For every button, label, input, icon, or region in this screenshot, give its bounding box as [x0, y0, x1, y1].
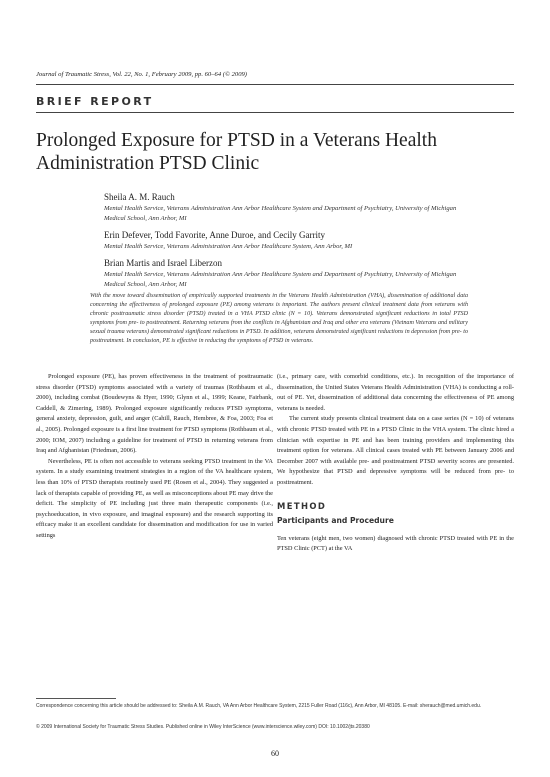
section-label: BRIEF REPORT	[36, 95, 154, 108]
journal-citation: Journal of Traumatic Stress, Vol. 22, No. 1, February 2009, pp. 60–64 (© 2009)	[36, 71, 247, 78]
author-group-2: Erin Defever, Todd Favorite, Anne Duroe, and Cecily Garrity	[104, 230, 326, 240]
header-rule-top	[36, 84, 514, 85]
copyright-line: © 2009 International Society for Traumatic Stress Studies. Published online in Wiley InterScience (www.interscience.wiley.com) DOI: 10.1002/jts.20380	[36, 724, 370, 730]
method-heading: METHOD	[277, 500, 327, 511]
page-number: 60	[271, 749, 279, 758]
body-paragraph: Prolonged exposure (PE), has proven effectiveness in the treatment of posttraumatic stress disorder (PTSD) symptoms associated with a variety of traumas (Rothbaum et al., 2000), including combat (Boudewyns & Hyer, 1990; Glynn et al., 1999; Keane, Fairbank, Caddell, & Zimering, 1989). Prolonged exposure significantly reduces PTSD symptoms, general anxiety, depression, guilt, and anger (Cahill, Rauch, Hembree, & Foa, 2003; Foa et al., 2005). Prolonged exposure is a first line treatment for PTSD symptoms (Rothbaum et al., 2000; IOM, 2007) including a guideline for treatment of PTSD in returning veterans from Iraq and Afghanistan (Friedman, 2006).	[36, 373, 273, 455]
affiliation-1: Mental Health Service, Veterans Administration Ann Arbor Healthcare System and Department of Psychiatry, University of Michigan Medical School, Ann Arbor, MI	[104, 205, 457, 222]
body-column-right	[277, 372, 514, 555]
footnote-rule	[36, 698, 116, 699]
body-column-left	[36, 372, 273, 542]
affiliation-3: Mental Health Service, Veterans Administration Ann Arbor Healthcare System and Department of Psychiatry, University of Michigan Medical School, Ann Arbor, MI	[104, 271, 457, 288]
author-group-1: Sheila A. M. Rauch	[104, 192, 175, 202]
header-rule-bottom	[36, 112, 514, 113]
abstract: With the move toward dissemination of empirically supported treatments in the Veterans Health Administration (VHA), dissemination of additional data concerning the effectiveness of prolonged exposure (PE) among veterans is important. The authors present clinical treatment data from veterans with chronic posttraumatic stress disorder (PTSD) treated in a VHA PTSD clinic (N = 10). Veterans demonstrated significant reductions in total PTSD symptoms from pre- to posttreatment. Returning veterans from the conflicts in Afghanistan and Iraq and other era veterans (Vietnam Veterans and military sexual trauma veterans) demonstrated significant reductions in PTSD. In addition, veterans demonstrated significant reductions in depression from pre- to posttreatment. In conclusion, PE is effective in reducing the symptoms of PTSD in veterans.	[90, 293, 468, 344]
article-title: Prolonged Exposure for PTSD in a Veterans Health Administration PTSD Clinic	[36, 130, 437, 174]
correspondence-footnote: Correspondence concerning this article should be addressed to: Sheila A.M. Rauch, VA Ann Arbor Healthcare System, 2215 Fuller Road (116c), Ann Arbor, MI 48105. E-mail: sherauch@med.umich.edu.	[36, 703, 482, 709]
body-paragraph: Ten veterans (eight men, two women) diagnosed with chronic PTSD treated with PE in the PTSD Clinic (PCT) at the VA	[277, 534, 514, 553]
body-paragraph: The current study presents clinical treatment data on a case series (N = 10) of veterans with chronic PTSD treated with PE in a PTSD Clinic in the VHA system. The clinic hired a clinician with expertise in PE and has been training providers and implementing this treatment option for veterans. All clinical cases treated with PE between January 2006 and December 2007 with available pre- and posttreatment PTSD severity scores are presented. We hypothesize that PTSD and depressive symptoms will be reduced from pre- to posttreatment.	[277, 415, 514, 486]
body-paragraph: Nevertheless, PE is often not accessible to veterans seeking PTSD treatment in the VA system. In a study examining treatment strategies in a region of the VA healthcare system, less than 10% of PTSD therapists routinely used PE (Rosen et al., 2004). They suggested a lack of therapists capable of providing PE, as well as misconceptions about PE may drive the deficit. The simplicity of PE including just three main therapeutic components (i.e., psychoeducation, in vivo exposure, and imaginal exposure) and the research supporting its efficacy make it an excellent candidate for dissemination and modification for use in varied settings	[36, 457, 273, 539]
participants-subheading: Participants and Procedure	[277, 516, 394, 526]
body-paragraph: (i.e., primary care, with comorbid conditions, etc.). In recognition of the importance of dissemination, the United States Veterans Health Administration (VHA) is conducting a roll-out of PE. Yet, dissemination of additional data concerning the effectiveness of PE among veterans is needed.	[277, 373, 514, 412]
affiliation-2: Mental Health Service, Veterans Administration Ann Arbor Healthcare System, Ann Arbor, MI	[104, 243, 353, 250]
author-group-3: Brian Martis and Israel Liberzon	[104, 258, 222, 268]
